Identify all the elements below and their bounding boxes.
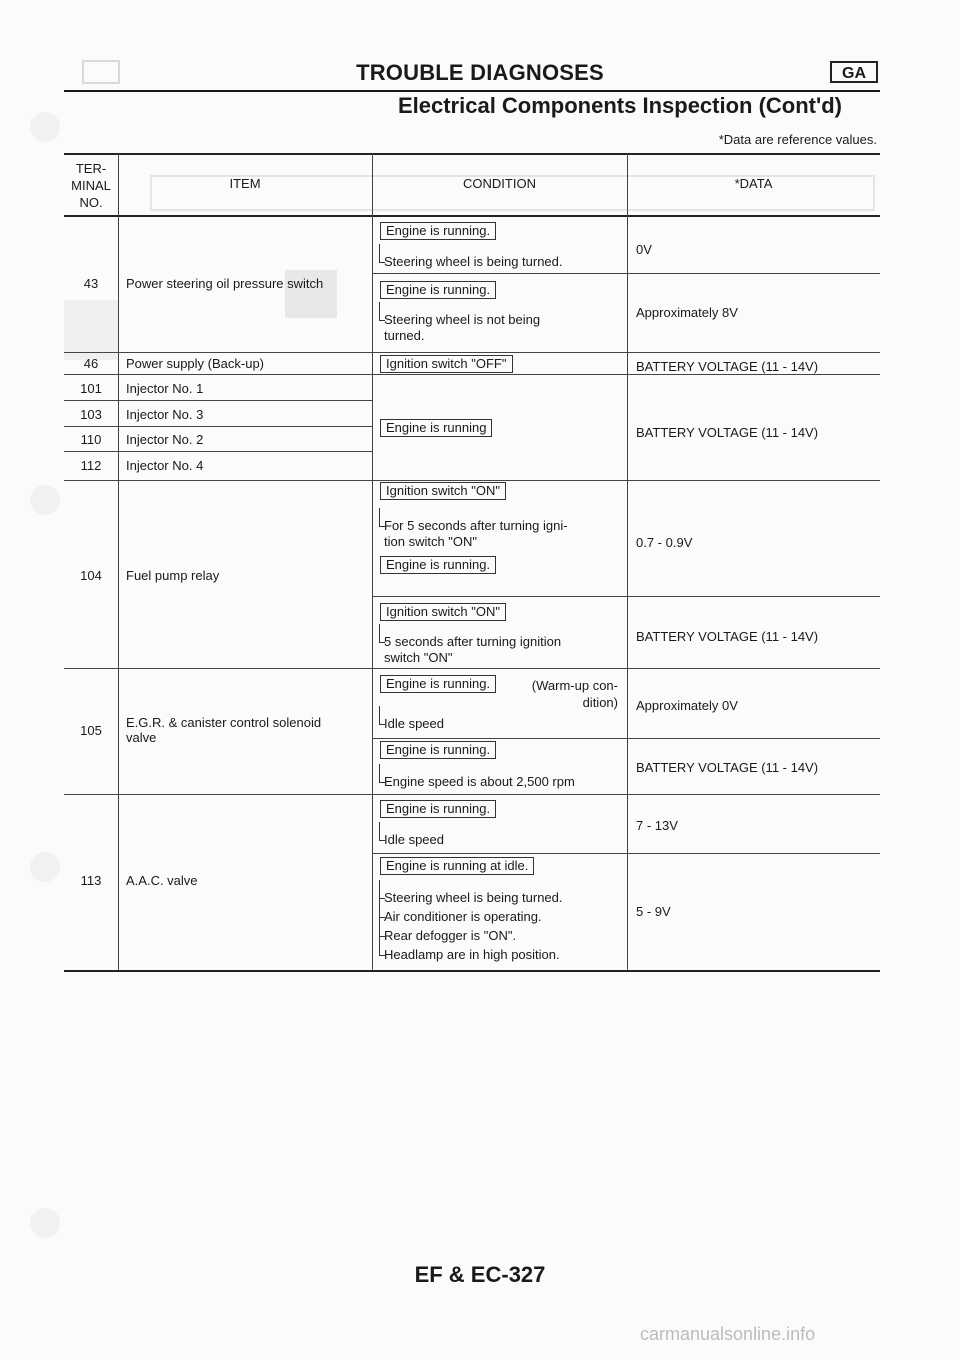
table-cell-item: A.A.C. valve [126,873,198,888]
table-cell-item: Power supply (Back-up) [126,356,264,371]
binder-hole-icon [30,485,60,515]
row-divider [64,352,880,353]
table-cell-data: 0.7 - 0.9V [636,535,693,550]
row-divider [372,596,880,597]
table-cell-data: Approximately 8V [636,305,738,320]
condition-sub: Idle speed [384,832,444,847]
condition-sub: Steering wheel is being turned. [384,890,563,905]
section-subtitle: Electrical Components Inspection (Cont'd) [397,93,843,118]
condition-sub: Engine speed is about 2,500 rpm [384,774,575,789]
row-divider [372,738,880,739]
column-header-terminal: TER- MINAL NO. [71,161,111,210]
table-cell-terminal: 103 [80,407,102,422]
column-divider [627,153,628,970]
section-badge: GA [830,61,878,83]
table-cell-terminal: 113 [80,873,102,888]
condition-box: Ignition switch "ON" [380,482,506,500]
table-cell-data: 5 - 9V [636,904,671,919]
column-header-data: *DATA [734,176,773,191]
condition-sub: Idle speed [384,716,444,731]
table-cell-item: Power steering oil pressure switch [126,276,324,291]
condition-note: (Warm-up con- dition) [531,678,618,710]
table-cell-data: BATTERY VOLTAGE (11 - 14V) [636,760,819,775]
table-cell-data: BATTERY VOLTAGE (11 - 14V) [636,425,819,440]
condition-sub: Rear defogger is "ON". [384,928,517,943]
table-cell-data: Approximately 0V [636,698,738,713]
table-cell-data: 0V [636,242,652,257]
row-divider [64,668,880,669]
binder-hole-icon [30,852,60,882]
table-cell-data: BATTERY VOLTAGE (11 - 14V) [636,629,819,644]
condition-box: Engine is running. [380,741,496,759]
table-cell-terminal: 104 [80,568,102,583]
table-cell-item: Fuel pump relay [126,568,220,583]
table-top-rule [64,153,880,155]
row-divider [64,794,880,795]
condition-box: Ignition switch "ON" [380,603,506,621]
column-header-item: ITEM [229,176,261,191]
table-cell-item: Injector No. 1 [126,381,204,396]
condition-box: Engine is running. [380,800,496,818]
table-cell-terminal: 43 [83,276,99,291]
table-cell-item: Injector No. 3 [126,407,204,422]
table-cell-data: BATTERY VOLTAGE (11 - 14V) [636,359,819,374]
row-divider [64,374,880,375]
watermark: carmanualsonline.info [640,1324,816,1344]
row-divider [64,426,372,427]
scan-artifact [64,300,119,360]
condition-box: Engine is running. [380,675,496,693]
table-cell-terminal: 105 [80,723,102,738]
row-divider [64,400,372,401]
table-cell-terminal: 110 [80,432,102,447]
condition-box: Engine is running. [380,281,496,299]
condition-box: Engine is running [380,419,492,437]
condition-box: Ignition switch "OFF" [380,355,513,373]
column-header-condition: CONDITION [463,176,536,191]
row-divider [372,273,880,274]
table-cell-terminal: 112 [80,458,102,473]
condition-sub: For 5 seconds after turning igni- tion switch "ON" [384,518,568,549]
condition-sub: Air conditioner is operating. [384,909,542,924]
condition-sub: 5 seconds after turning ignition switch "ON" [384,634,562,665]
row-divider [372,853,880,854]
table-cell-item: Injector No. 4 [126,458,204,473]
table-bottom-rule [64,970,880,972]
condition-sub: Steering wheel is being turned. [384,254,563,269]
row-divider [64,480,880,481]
binder-hole-icon [30,1208,60,1238]
table-cell-terminal: 101 [80,381,102,396]
page-title: TROUBLE DIAGNOSES [356,60,604,85]
row-divider [64,451,372,452]
table-cell-data: 7 - 13V [636,818,678,833]
reference-note: *Data are reference values. [718,132,877,147]
page-number: EF & EC-327 [414,1262,546,1287]
condition-sub: Steering wheel is not being turned. [384,312,541,343]
condition-box: Engine is running at idle. [380,857,534,875]
condition-sub: Headlamp are in high position. [384,947,560,962]
table-cell-item: E.G.R. & canister control solenoid valve [126,715,322,745]
condition-box: Engine is running. [380,556,496,574]
table-cell-terminal: 46 [83,356,99,371]
condition-box: Engine is running. [380,222,496,240]
header-rule [64,90,880,92]
table-cell-item: Injector No. 2 [126,432,204,447]
column-divider [118,153,119,970]
table-header-rule [64,215,880,217]
column-divider [372,153,373,970]
